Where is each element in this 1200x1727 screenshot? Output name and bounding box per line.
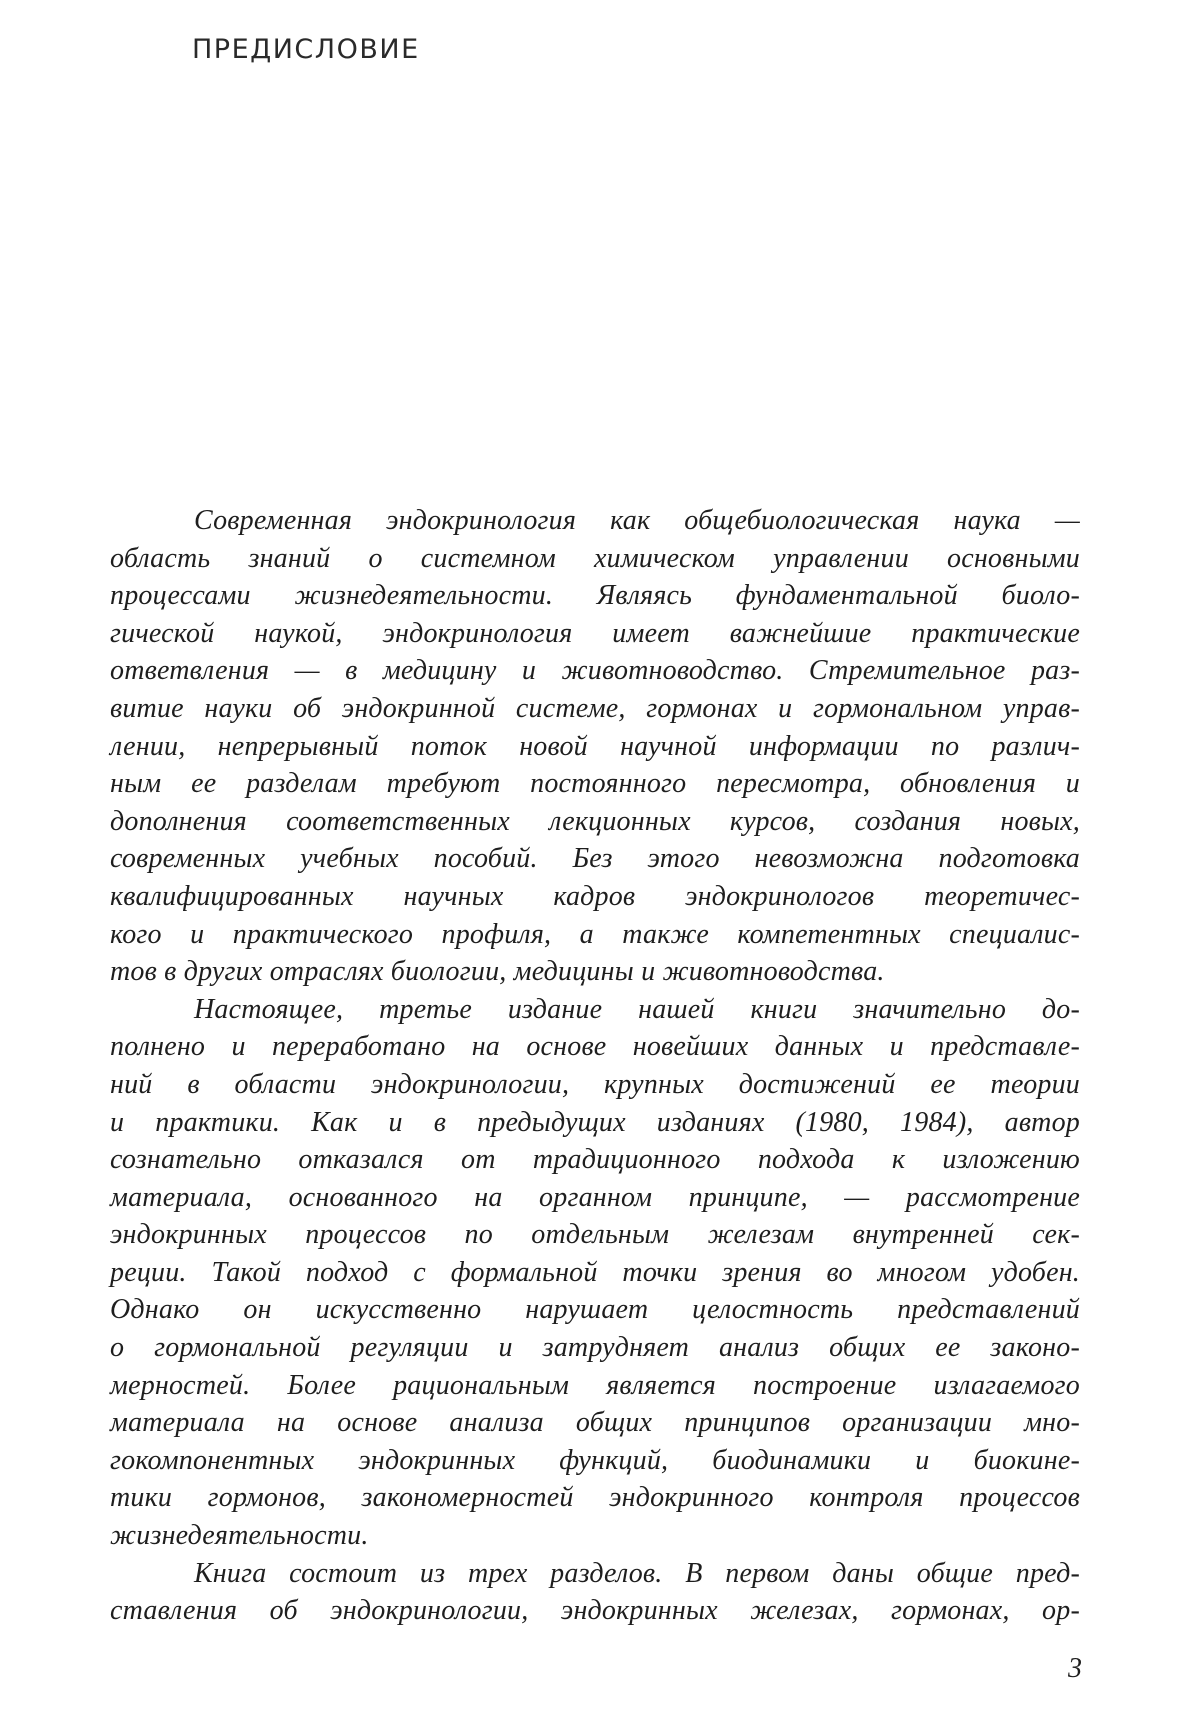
text-line: Современная эндокринология как общебиологическая наука — [194,505,1080,536]
text-line: тов в других отраслях биологии, медицины и животноводства. [110,956,885,988]
body-text [110,502,1080,1630]
text-line: витие науки об эндокринной системе, гормонах и гормональном управ- [110,692,1080,724]
text-line: лении, непрерывный поток новой научной информации по различ- [110,730,1080,762]
text-line: реции. Такой подход с формальной точки зрения во многом удобен. [110,1256,1080,1288]
text-line: эндокринных процессов по отдельным железам внутренней сек- [110,1219,1080,1251]
text-line: сознательно отказался от традиционного подхода к изложению [110,1144,1080,1176]
text-line: современных учебных пособий. Без этого невозможна подготовка [110,843,1080,875]
text-line: ний в области эндокринологии, крупных достижений ее теории [110,1068,1080,1100]
text-line: гокомпонентных эндокринных функций, биодинамики и биокине- [110,1444,1080,1476]
text-line: гической наукой, эндокринология имеет важнейшие практические [110,617,1080,649]
text-line: и практики. Как и в предыдущих изданиях (1980, 1984), автор [110,1106,1080,1138]
text-line: Книга состоит из трех разделов. В первом даны общие пред- [194,1557,1080,1589]
text-line: Однако он искусственно нарушает целостность представлений [110,1294,1080,1326]
text-line: жизнедеятельности. [110,1520,369,1552]
text-line: Настоящее, третье издание нашей книги значительно до- [194,993,1080,1025]
text-line: мерностей. Более рациональным является построение излагаемого [110,1369,1080,1401]
page-number: 3 [1068,1653,1082,1684]
text-line: ответвления — в медицину и животноводство. Стремительное раз- [110,655,1080,687]
chapter-heading: ПРЕДИСЛОВИЕ [192,34,420,65]
text-line: область знаний о системном химическом управлении основными [110,542,1080,574]
text-line: процессами жизнедеятельности. Являясь фундаментальной биоло- [110,580,1080,612]
text-line: квалифицированных научных кадров эндокринологов теоретичес- [110,880,1080,912]
text-line: о гормональной регуляции и затрудняет анализ общих ее законо- [110,1332,1080,1364]
text-line: материала, основанного на органном принципе, — рассмотрение [110,1181,1080,1213]
text-line: полнено и переработано на основе новейших данных и представле- [110,1031,1080,1063]
text-line: ставления об эндокринологии, эндокринных железах, гормонах, ор- [110,1595,1080,1627]
text-line: ным ее разделам требуют постоянного пересмотра, обновления и [110,768,1080,800]
text-line: тики гормонов, закономерностей эндокринного контроля процессов [110,1482,1080,1514]
text-line: материала на основе анализа общих принципов организации мно- [110,1407,1080,1439]
text-line: дополнения соответственных лекционных курсов, создания новых, [110,805,1080,837]
text-line: кого и практического профиля, а также компетентных специалис- [110,918,1080,950]
